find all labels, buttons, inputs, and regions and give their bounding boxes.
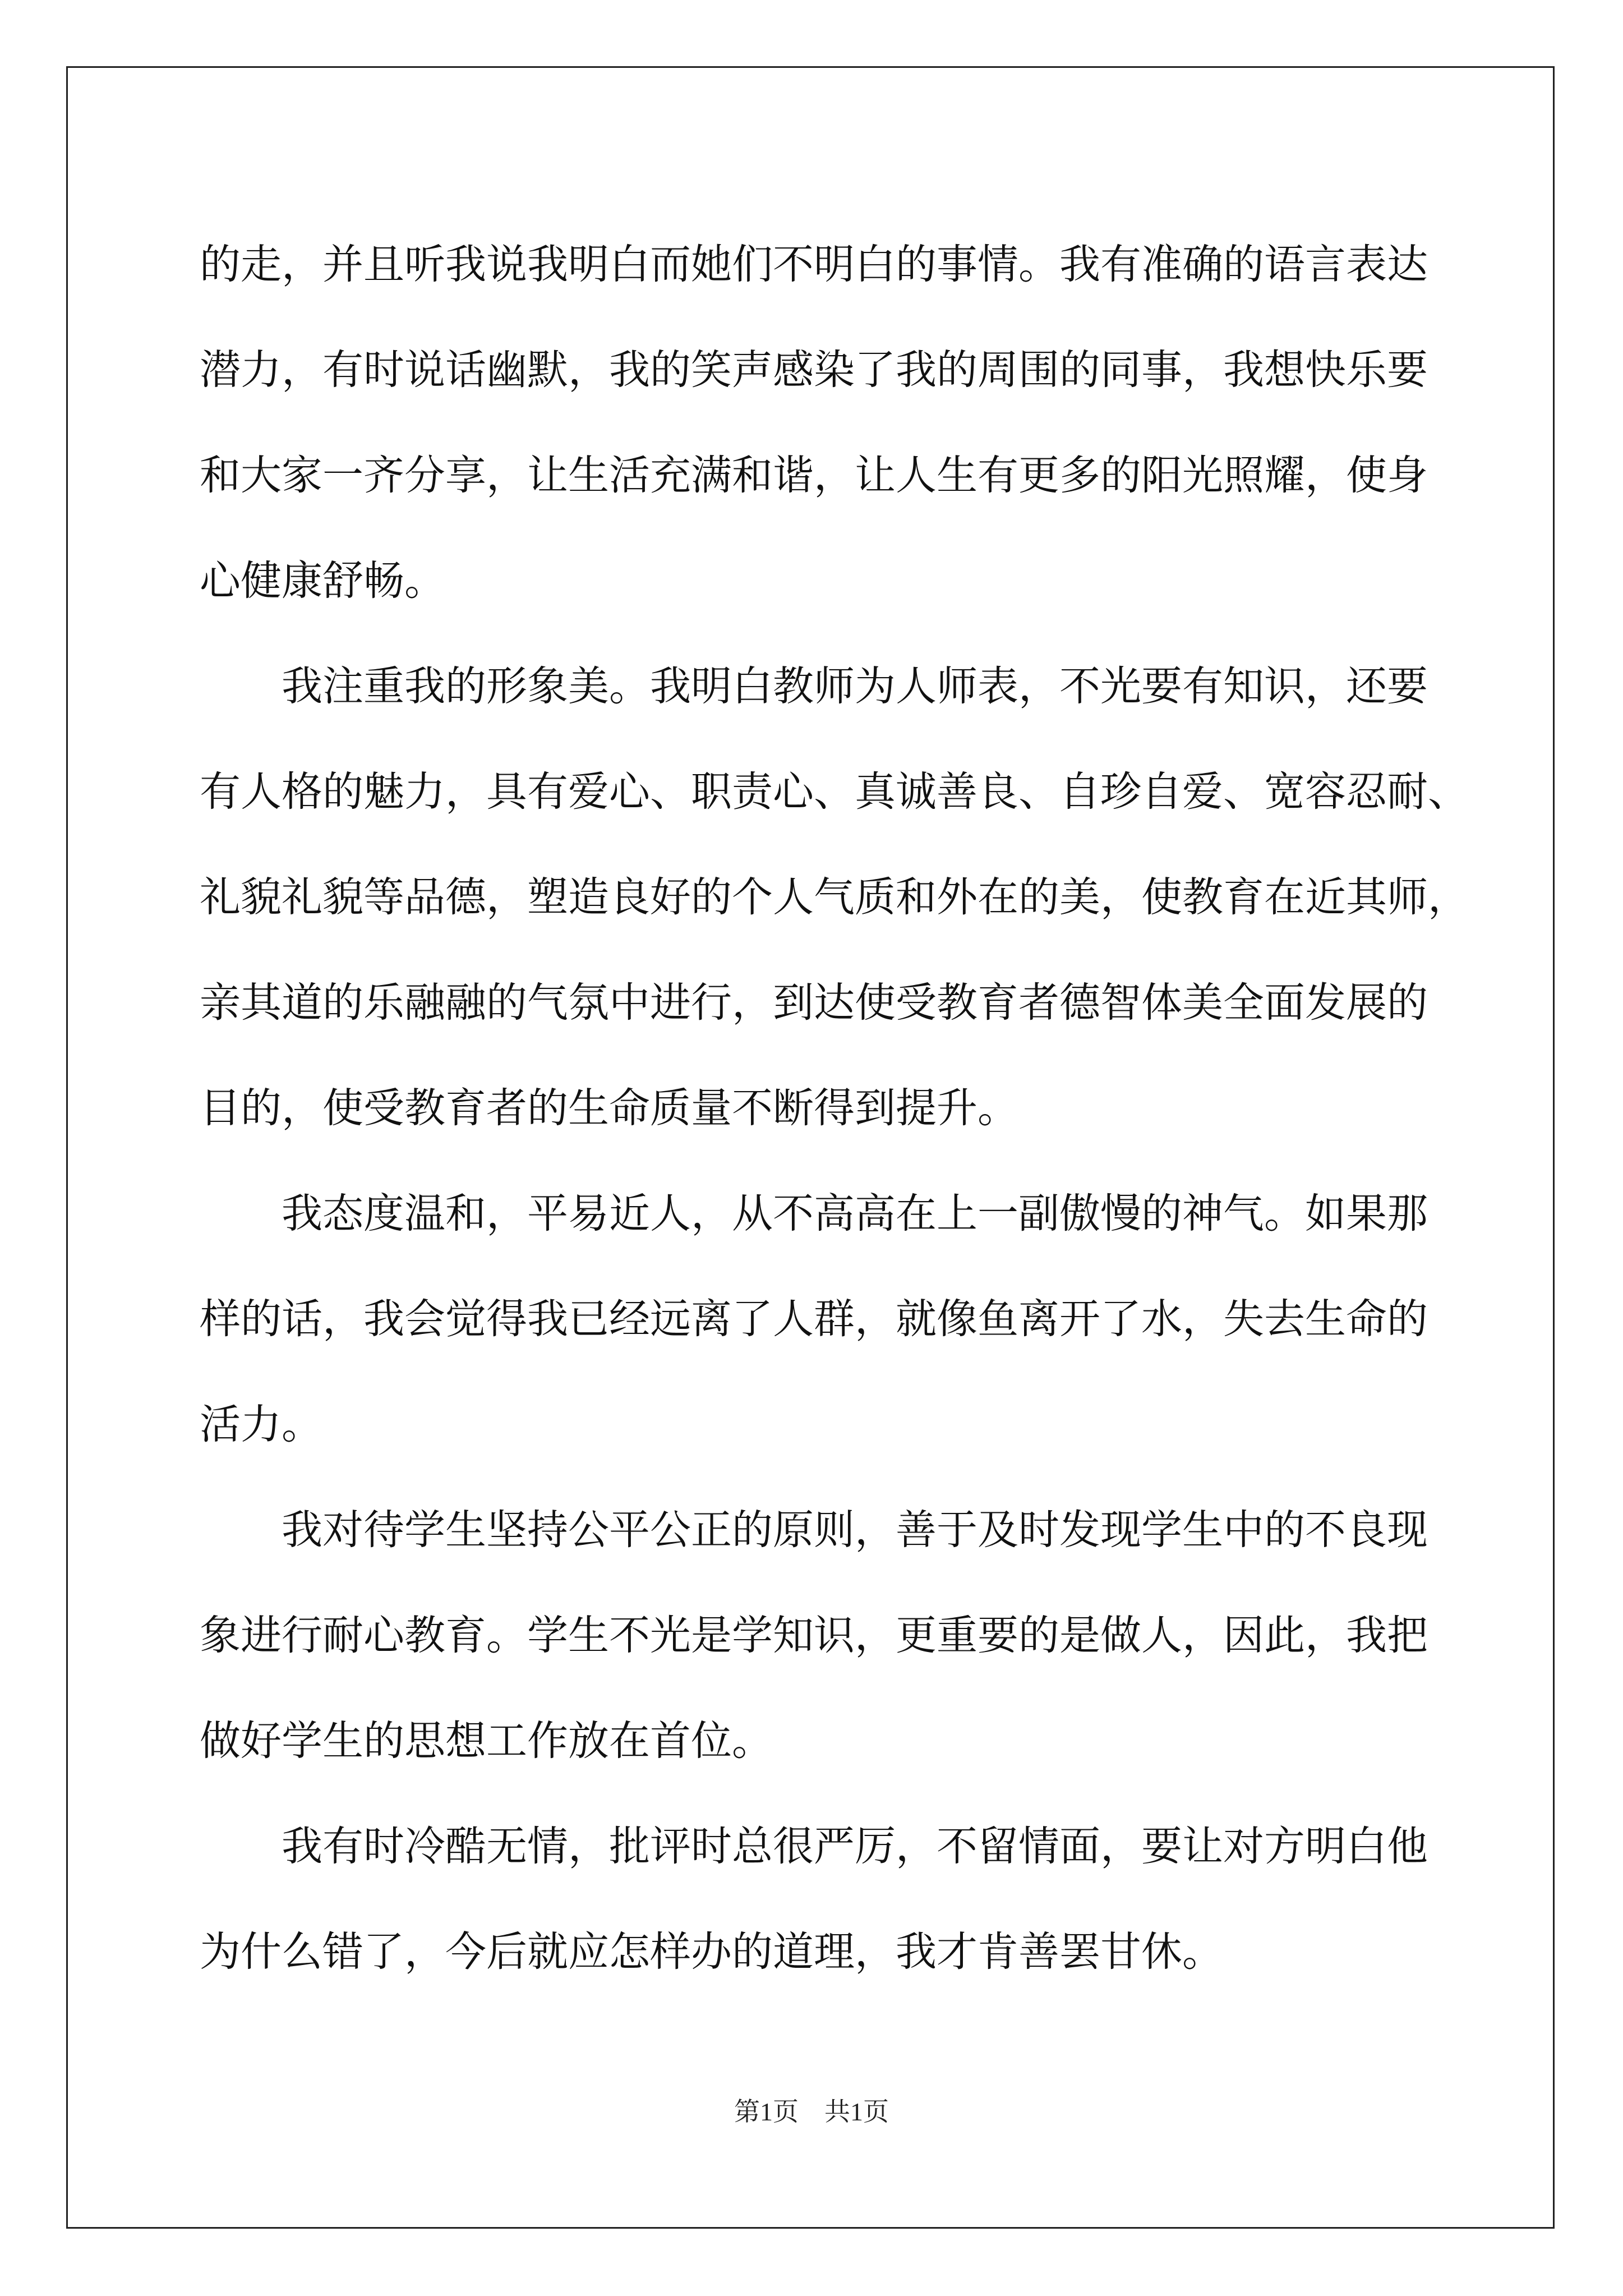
paragraph-first-line: 我注重我的形象美。我明白教师为人师表，不光要有知识，还要 bbox=[282, 662, 1428, 710]
text-line: 象进行耐心教育。学生不光是学知识，更重要的是做人，因此，我把 bbox=[200, 1612, 1428, 1659]
paragraph-first-line: 我态度温和，平易近人，从不高高在上一副傲慢的神气。如果那 bbox=[282, 1190, 1428, 1237]
paragraph-first-line: 我对待学生坚持公平公正的原则，善于及时发现学生中的不良现 bbox=[282, 1506, 1428, 1554]
text-line: 心健康舒畅。 bbox=[200, 557, 445, 605]
text-line: 为什么错了，今后就应怎样办的道理，我才肯善罢甘休。 bbox=[200, 1928, 1223, 1976]
text-line: 和大家一齐分享，让生活充满和谐，让人生有更多的阳光照耀，使身 bbox=[200, 452, 1428, 499]
paragraph-first-line: 我有时冷酷无情，批评时总很严厉，不留情面，要让对方明白他 bbox=[282, 1823, 1428, 1870]
page-number-footer: 第1页 共1页 bbox=[734, 2097, 889, 2126]
text-line: 潜力，有时说话幽默，我的笑声感染了我的周围的同事，我想快乐要 bbox=[200, 346, 1428, 394]
text-line: 有人格的魅力，具有爱心、职责心、真诚善良、自珍自爱、宽容忍耐、 bbox=[200, 768, 1469, 816]
text-line: 亲其道的乐融融的气氛中进行，到达使受教育者德智体美全面发展的 bbox=[200, 979, 1428, 1027]
text-line: 活力。 bbox=[200, 1401, 322, 1448]
text-line: 做好学生的思想工作放在首位。 bbox=[200, 1717, 773, 1765]
text-line: 样的话，我会觉得我已经远离了人群，就像鱼离开了水，失去生命的 bbox=[200, 1295, 1428, 1343]
text-line: 礼貌礼貌等品德，塑造良好的个人气质和外在的美，使教育在近其师， bbox=[200, 873, 1469, 921]
text-line: 目的，使受教育者的生命质量不断得到提升。 bbox=[200, 1084, 1018, 1132]
document-body bbox=[200, 212, 1469, 2005]
text-line: 的走，并且听我说我明白而她们不明白的事情。我有准确的语言表达 bbox=[200, 241, 1428, 288]
